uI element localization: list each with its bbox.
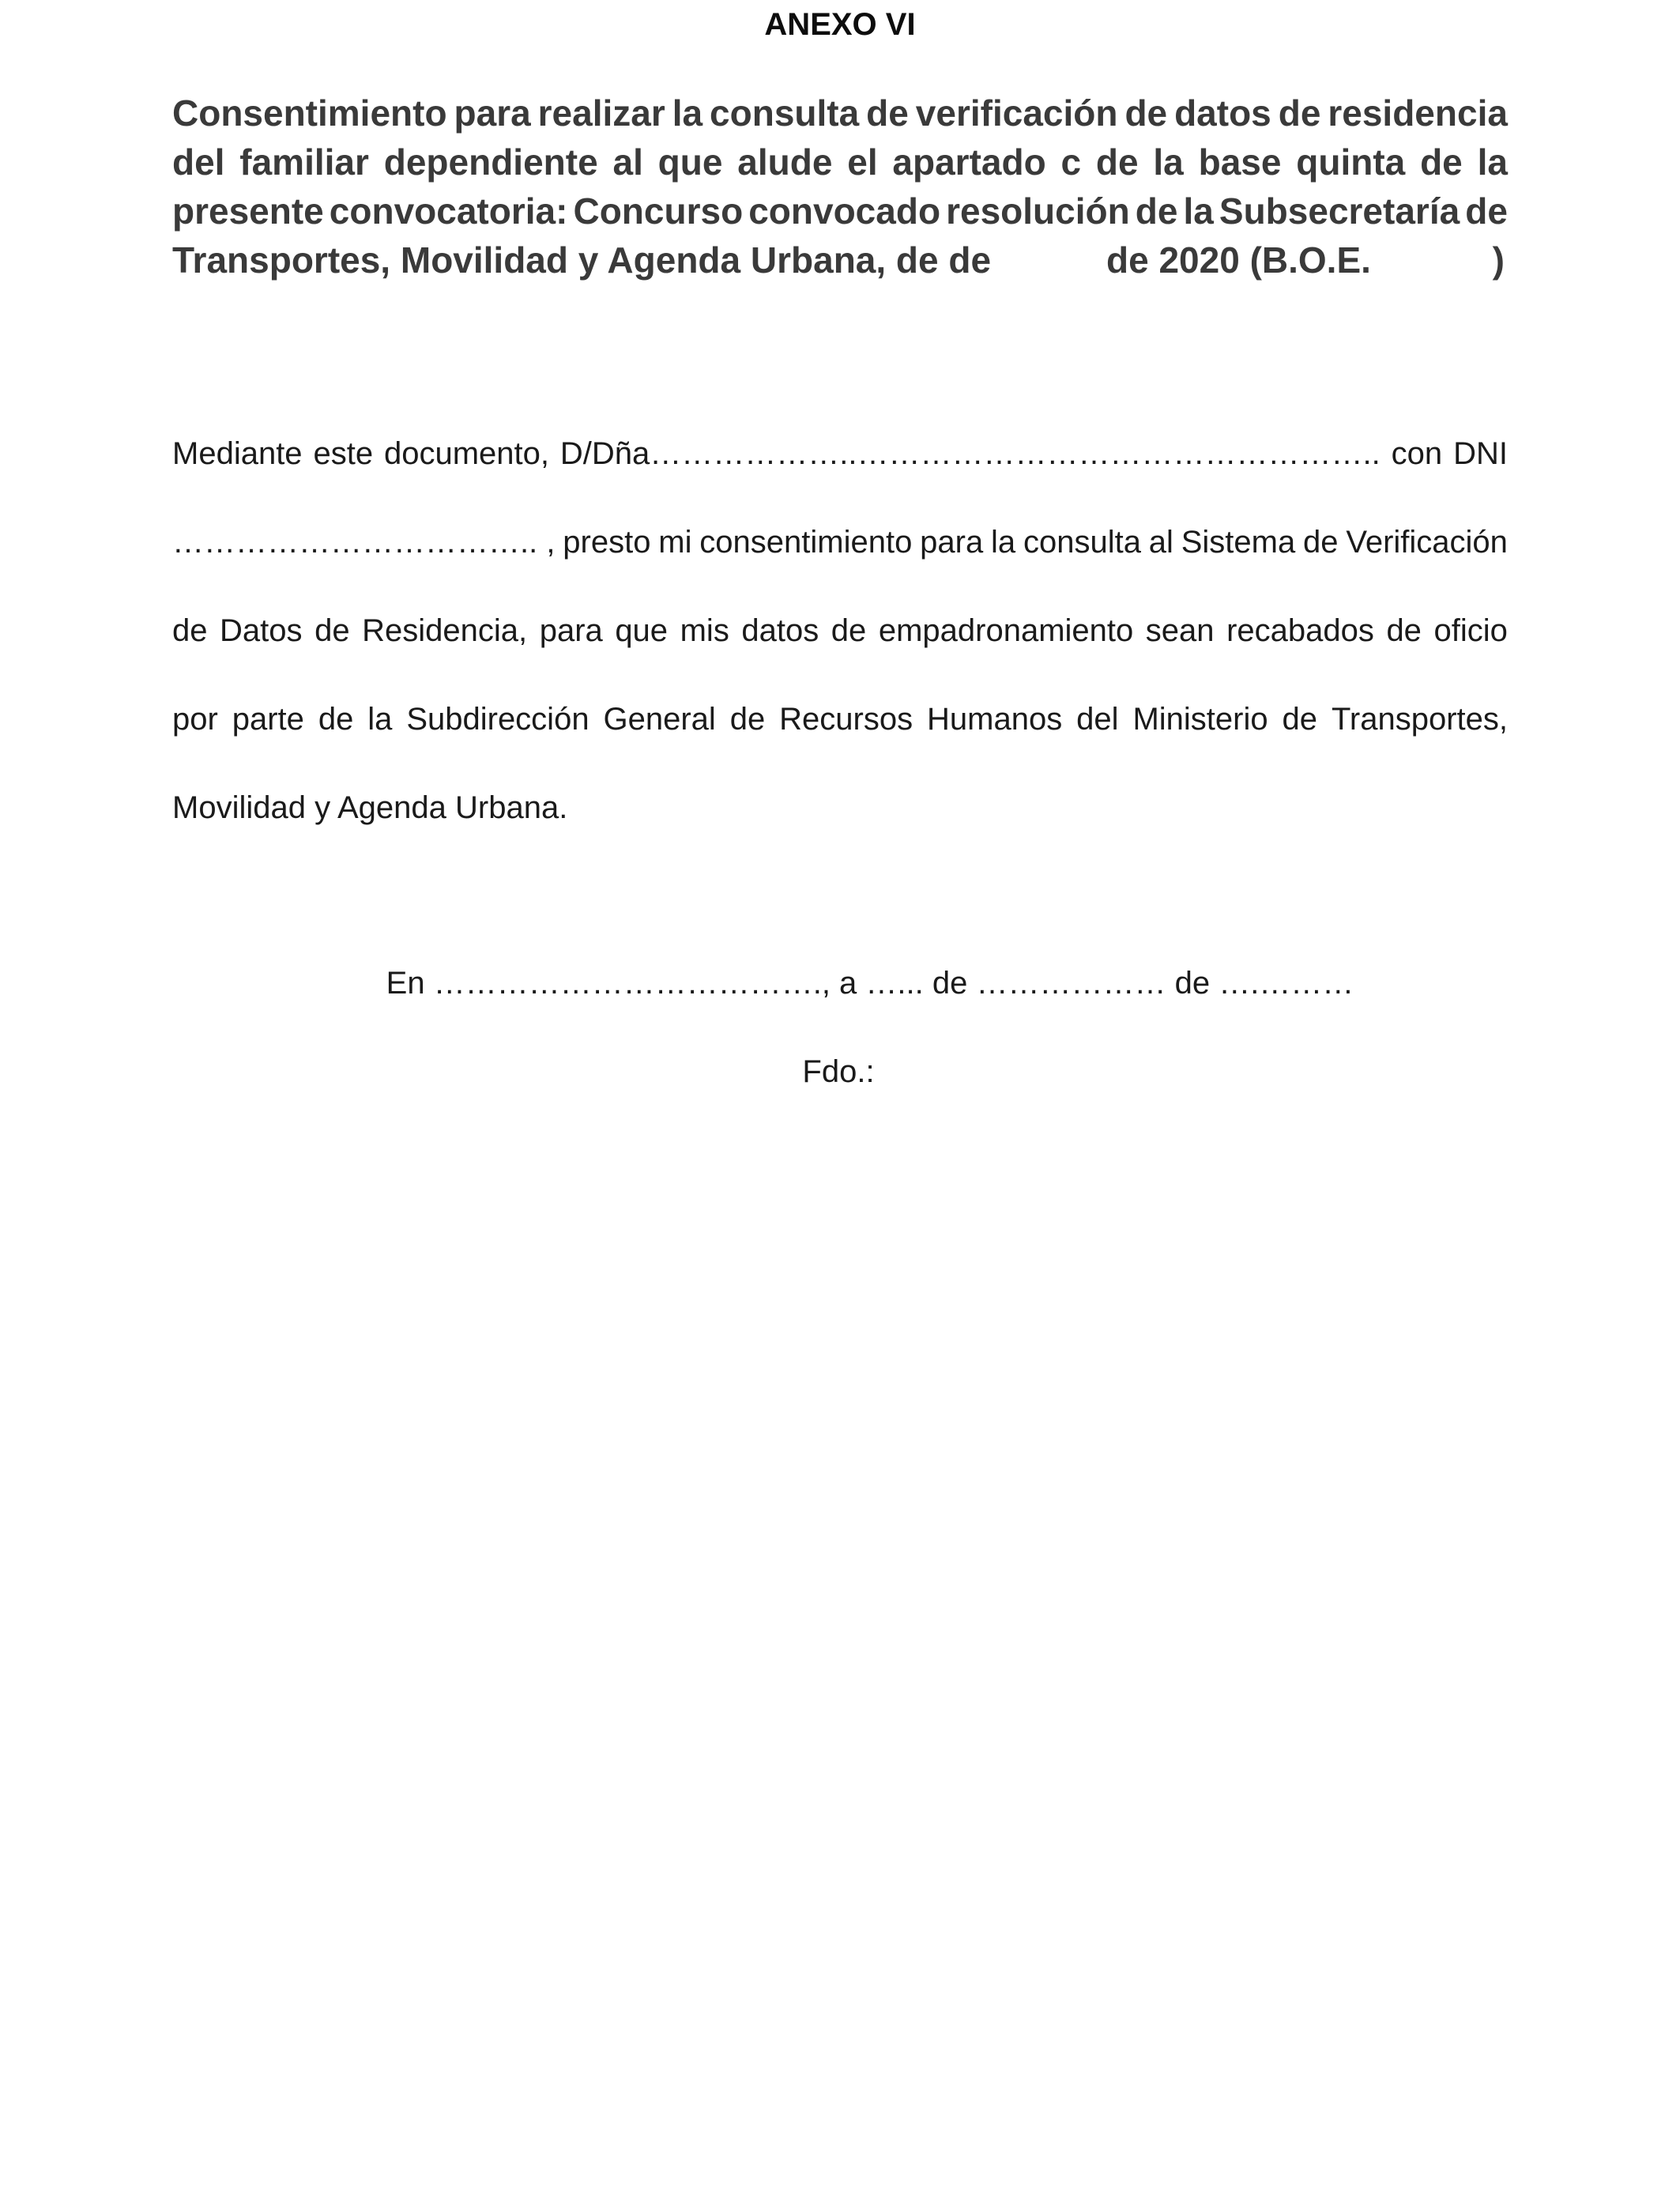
word: de	[866, 92, 909, 134]
word: datos	[741, 613, 819, 648]
word: parte	[232, 702, 304, 737]
word: de	[1420, 141, 1463, 183]
word: Verificación	[1346, 525, 1508, 560]
word: el	[847, 141, 878, 183]
word: residencia	[1328, 92, 1508, 134]
word: para	[920, 525, 984, 560]
word: datos	[1174, 92, 1271, 134]
word: al	[1148, 525, 1173, 560]
word: Humanos	[927, 702, 1063, 737]
word: mi	[658, 525, 692, 560]
word: Datos	[220, 613, 303, 648]
word: de	[1282, 702, 1318, 737]
word: dependiente	[383, 141, 598, 183]
word: de	[1278, 92, 1321, 134]
word: por	[172, 702, 218, 737]
word: consentimiento	[699, 525, 913, 560]
word: de	[318, 702, 354, 737]
annex-heading: ANEXO VI	[764, 7, 916, 42]
word: apartado	[892, 141, 1046, 183]
word: presto	[563, 525, 651, 560]
word: de	[1135, 190, 1178, 232]
word: con	[1391, 436, 1443, 471]
word: resolución	[946, 190, 1130, 232]
word: recabados	[1226, 613, 1374, 648]
word: de	[1303, 525, 1339, 560]
word: verificación	[915, 92, 1118, 134]
word: Consentimiento	[172, 92, 447, 134]
title-line-4-part-1: Transportes, Movilidad y Agenda Urbana, de de	[172, 239, 992, 281]
word: consulta	[710, 92, 860, 134]
word: mis	[680, 613, 729, 648]
word: de	[1465, 190, 1508, 232]
title-line-2	[172, 138, 1508, 186]
word: D/Dña………………..…………………………………………..	[559, 436, 1381, 471]
word: consulta	[1023, 525, 1141, 560]
word: Concurso	[573, 190, 744, 232]
word: la	[1477, 141, 1508, 183]
word: presente	[172, 190, 324, 232]
word: de	[1386, 613, 1422, 648]
word: este	[313, 436, 374, 471]
word: c	[1060, 141, 1082, 183]
word: …………………………….. ,	[172, 525, 556, 560]
place-date-line: En ………………………………., a …... de ……………… de ….………	[386, 966, 1354, 1001]
word: que	[615, 613, 669, 648]
word: la	[672, 92, 703, 134]
word: Ministerio	[1132, 702, 1268, 737]
word: Subsecretaría	[1219, 190, 1460, 232]
word: realizar	[537, 92, 665, 134]
word: Mediante	[172, 436, 303, 471]
word: del	[172, 141, 225, 183]
word: de	[172, 613, 208, 648]
word: de	[729, 702, 766, 737]
word: Transportes,	[1331, 702, 1508, 737]
title-line-3	[172, 187, 1508, 235]
word: oficio	[1433, 613, 1508, 648]
word: alude	[737, 141, 833, 183]
word: Sistema	[1181, 525, 1296, 560]
word: empadronamiento	[878, 613, 1134, 648]
word: quinta	[1296, 141, 1406, 183]
body-line-2	[172, 522, 1508, 563]
word: convocado	[748, 190, 941, 232]
word: de	[315, 613, 350, 648]
word: que	[657, 141, 723, 183]
word: base	[1198, 141, 1282, 183]
word: de	[1124, 92, 1168, 134]
word: Subdirección	[406, 702, 590, 737]
word: la	[991, 525, 1016, 560]
word: de	[831, 613, 867, 648]
body-line-3	[172, 610, 1508, 651]
signature-label: Fdo.:	[802, 1054, 875, 1089]
word: sean	[1145, 613, 1215, 648]
word: para	[539, 613, 603, 648]
body-line-1	[172, 433, 1508, 474]
word: documento,	[383, 436, 550, 471]
body-line-5: Movilidad y Agenda Urbana.	[172, 790, 568, 825]
word: para	[454, 92, 531, 134]
title-line-4-part-3: )	[1492, 239, 1505, 281]
word: al	[612, 141, 643, 183]
word: General	[603, 702, 716, 737]
word: del	[1076, 702, 1119, 737]
word: la	[1183, 190, 1214, 232]
word: Recursos	[779, 702, 913, 737]
word: DNI	[1453, 436, 1508, 471]
body-line-4	[172, 699, 1508, 740]
word: familiar	[239, 141, 369, 183]
title-line-1	[172, 89, 1508, 137]
word: la	[1153, 141, 1184, 183]
word: de	[1095, 141, 1139, 183]
word: convocatoria:	[329, 190, 568, 232]
word: la	[367, 702, 393, 737]
word: Residencia,	[362, 613, 528, 648]
title-line-4-part-2: de 2020 (B.O.E.	[1106, 239, 1371, 281]
